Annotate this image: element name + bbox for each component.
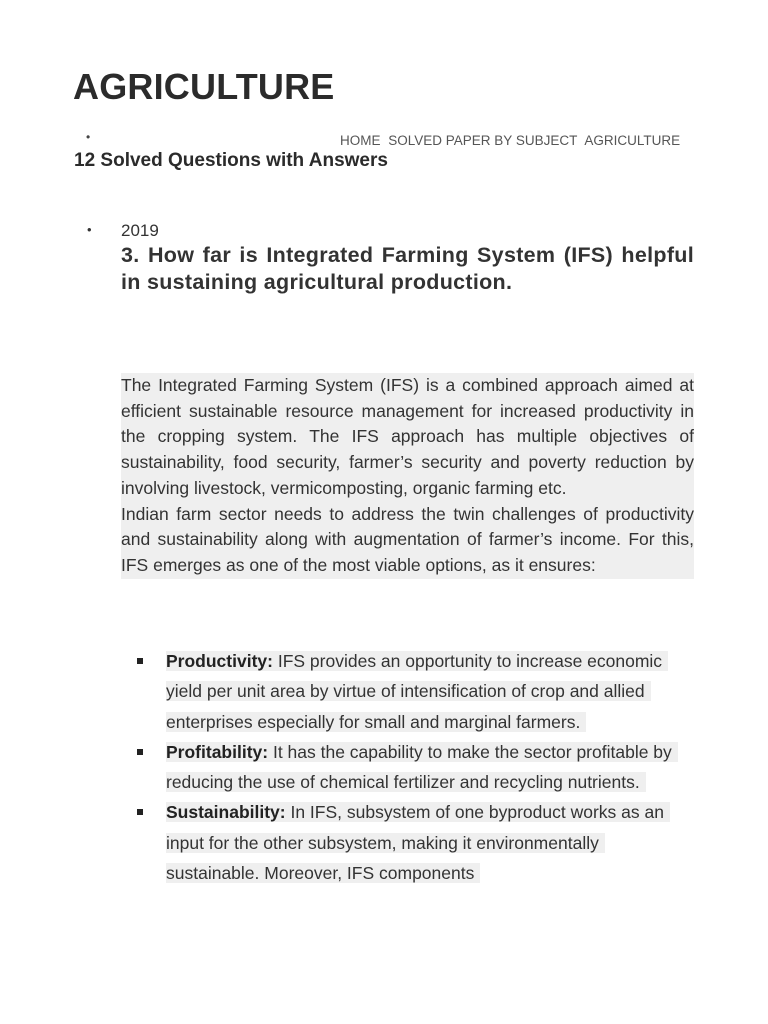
answer-body [121,373,694,579]
answer-points-list [121,646,694,888]
point-term: Profitability: [166,741,269,762]
breadcrumb [340,133,695,148]
list-item [121,646,694,737]
breadcrumb-solved-paper-link[interactable]: SOLVED PAPER BY SUBJECT [388,133,578,148]
point-text: In IFS, subsystem of one byproduct works as an input for the other subsystem, making it environmentally sustainable. Moreover, IFS components [166,802,664,884]
answer-paragraph: The Integrated Farming System (IFS) is a combined approach aimed at efficient sustainable resource management for increased productivity in the cropping system. The IFS approach has multiple objectives of sustainability, food security, farmer’s security and poverty reduction by involving livestock, vermicomposting, organic farming etc. [121,373,694,502]
point-text: It has the capability to make the sector profitable by reducing the use of chemical fertilizer and recycling nutrients. [166,741,672,793]
page-subtitle: 12 Solved Questions with Answers [74,150,388,171]
list-item [121,737,694,798]
square-bullet-icon [137,749,143,755]
question-year: 2019 [121,221,159,240]
square-bullet-icon [137,809,143,815]
list-item [121,797,694,888]
breadcrumb-home-link[interactable]: HOME [340,133,381,148]
point-term: Productivity: [166,651,273,671]
square-bullet-icon [137,658,143,664]
answer-paragraph: Indian farm sector needs to address the twin challenges of productivity and sustainability along with augmentation of farmer’s income. For this, IFS emerges as one of the most viable options, as it ensures: [121,502,694,579]
question-title: 3. How far is Integrated Farming System (IFS) helpful in sustaining agricultural production. [121,243,694,294]
point-text: IFS provides an opportunity to increase economic yield per unit area by virtue of intensification of crop and allied enterprises especially for small and marginal farmers. [166,651,663,732]
question-bullet: • [87,222,92,237]
page-title: AGRICULTURE [73,66,335,107]
breadcrumb-bullet: • [86,130,91,144]
point-term: Sustainability: [166,802,286,823]
breadcrumb-current: AGRICULTURE [584,133,681,148]
